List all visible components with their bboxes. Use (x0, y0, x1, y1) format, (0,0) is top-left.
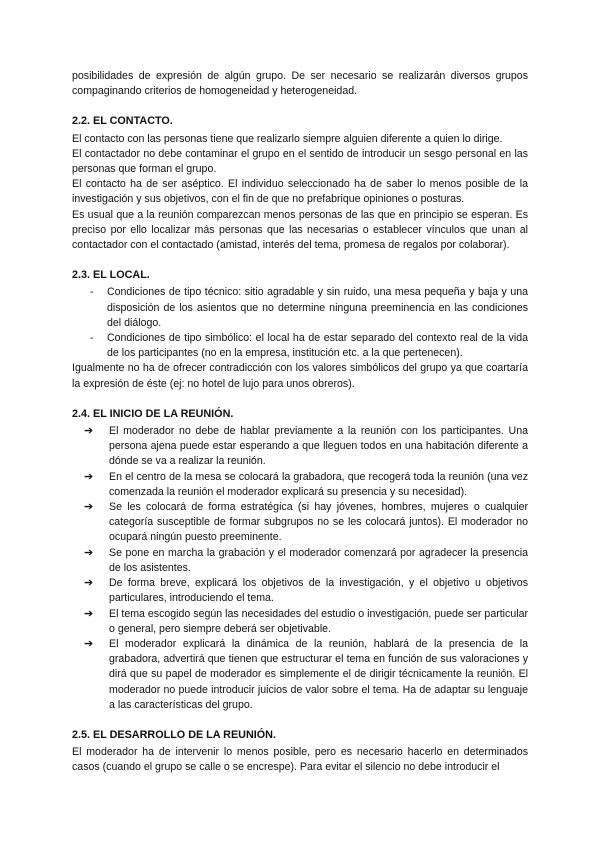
arrow-right-icon: ➔ (84, 425, 94, 438)
arrow-right-icon: ➔ (84, 637, 94, 650)
arrow-right-icon: ➔ (84, 546, 94, 559)
paragraph: Igualmente no ha de ofrecer contradicción con los valores simbólicos del grupo ya que coartaría la expresión de éste (ej: no hotel de lujo para unos obreros). (72, 362, 528, 390)
paragraph: Es usual que a la reunión comparezcan menos personas de las que en principio se esperan. Es preciso por ello localizar más personas que las necesarias o establecer vínculos que unan al contactador con el contactado (amistad, interés del tema, promesa de regalos por colaborar). (72, 208, 528, 252)
dash-list (72, 285, 528, 361)
list-item-text: Se pone en marcha la grabación y el moderador comenzará por agradecer la presencia de los asistentes. (109, 546, 528, 574)
section-contacto (72, 114, 528, 253)
list-item (72, 500, 528, 546)
paragraph: El contacto ha de ser aséptico. El individuo seleccionado ha de saber lo menos posible de la investigación y sus objetivos, con el fin de que no prefabrique opiniones o posturas. (72, 178, 528, 206)
list-item (72, 637, 528, 713)
list-item-text: El moderador no debe de hablar previamente a la reunión con los participantes. Una persona ajena puede estar esperando a que lleguen todos en una habitación diferente a dónde se va a realizar la reunión. (109, 425, 528, 468)
list-item (72, 424, 528, 470)
arrow-right-icon: ➔ (84, 607, 94, 620)
arrow-list (72, 424, 528, 713)
section-inicio (72, 407, 528, 713)
section-local (72, 268, 528, 392)
list-item-text: Condiciones de tipo simbólico: el local ha de estar separado del contexto real de la vida de los participantes (no en la empresa, institución etc. a la que pertenecen). (107, 332, 528, 360)
paragraph: El contactador no debe contaminar el grupo en el sentido de introducir un sesgo personal en las personas que forman el grupo. (72, 147, 528, 176)
paragraph: El contacto con las personas tiene que realizarlo siempre alguien diferente a quien lo dirige. (72, 132, 503, 145)
arrow-right-icon: ➔ (84, 470, 94, 483)
list-item (72, 576, 528, 606)
list-item-text: De forma breve, explicará los objetivos de la investigación, y el objetivo u objetivos particulares, introduciendo el tema. (109, 577, 528, 605)
list-item-text: El tema escogido según las necesidades del estudio o investigación, puede ser particular o general, pero siempre deberá ser objetivable. (109, 607, 528, 635)
section-heading: 2.2. EL CONTACTO. (72, 115, 173, 128)
paragraph: El moderador ha de intervenir lo menos posible, pero es necesario hacerlo en determinados casos (cuando el grupo se calle o se encrespe). Para evitar el silencio no debe introducir el (72, 746, 528, 774)
dash-marker: - (90, 286, 94, 299)
section-heading: 2.5. EL DESARROLLO DE LA REUNIÓN. (72, 728, 276, 741)
section-desarrollo (72, 728, 528, 776)
intro-paragraph: posibilidades de expresión de algún grupo. De ser necesario se realizarán diversos grupos compaginando criterios de homogeneidad y heterogeneidad. (72, 70, 528, 98)
arrow-right-icon: ➔ (84, 501, 94, 514)
list-item-text: Condiciones de tipo técnico: sitio agradable y sin ruido, una mesa pequeña y baja y una disposición de los asientos que no determine ninguna preeminencia en las condiciones del diálogo. (107, 286, 528, 329)
arrow-right-icon: ➔ (84, 577, 94, 590)
dash-marker: - (90, 332, 94, 345)
list-item (72, 331, 528, 361)
list-item (72, 470, 528, 500)
list-item (72, 285, 528, 331)
list-item-text: Se les colocará de forma estratégica (si hay jóvenes, hombres, mujeres o cualquier categoría susceptible de formar subgrupos no se les colocará juntos). El moderador no ocupará ningún puesto preeminente. (109, 501, 528, 544)
list-item-text: El moderador explicará la dinámica de la reunión, hablará de la presencia de la grabadora, advertirá que tienen que estructurar el tema en función de sus valoraciones y dirá que su papel de moderador es simplemente el de dirigir técnicamente la reunión. El moderador no puede introducir juicios de valor sobre el tema. Ha de adaptar su lenguaje a las características del grupo. (109, 637, 528, 711)
section-heading: 2.4. EL INICIO DE LA REUNIÓN. (72, 407, 234, 420)
list-item-text: En el centro de la mesa se colocará la grabadora, que recogerá toda la reunión (una vez comenzada la reunión el moderador explicará su presencia y su necesidad). (109, 470, 528, 498)
section-heading: 2.3. EL LOCAL. (72, 269, 150, 282)
list-item (72, 546, 528, 576)
list-item (72, 607, 528, 637)
